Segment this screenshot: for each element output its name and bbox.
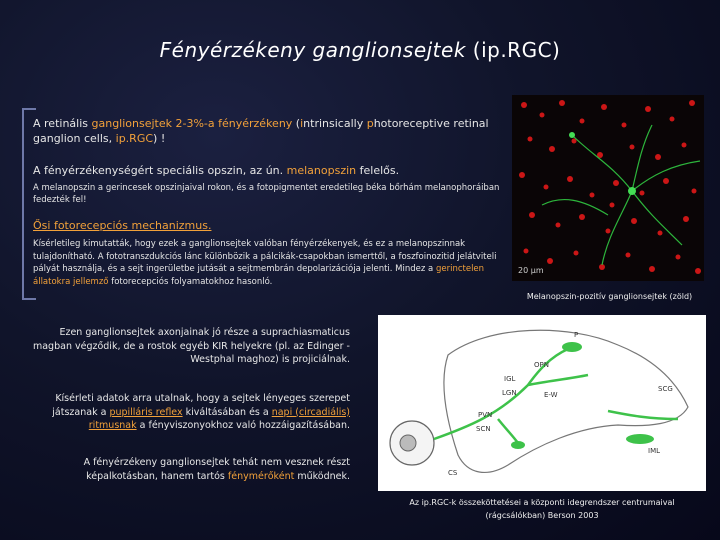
diagram-label: IML [648,447,661,455]
paragraph-light-meter [20,456,350,483]
text: ) ! [153,132,166,145]
text: A fényérzékeny ganglionsejtek tehát nem vesznek részt képalkotásban, hanem tartós [83,457,350,482]
highlight: gerinctelen állatokra jellemző [33,264,485,287]
projection-diagram [378,315,706,491]
text: fotorecepciós folyamatokhoz hasonló. [108,276,273,287]
highlight: napi (circadiális) ritmusnak [88,406,350,431]
micrograph-cells [512,95,704,281]
brain-schematic [378,315,706,491]
title-main: Fényérzékeny ganglionsejtek [159,38,466,62]
paragraph-axons: Ezen ganglionsejtek axonjainak jó része a suprachiasmaticus magban végződik, de a rostok egyéb KIR helyekre (pl. az Edinger -Westphal maghoz) is projiciálnak. [32,327,350,365]
diagram-label: OPN [534,361,549,369]
paragraph-intro [33,116,503,146]
highlight: ganglionsejtek 2-3%-a fényérzékeny [91,117,293,130]
slide-title [0,38,720,62]
paragraph-melanopsin [33,163,503,178]
text: ( [292,117,301,130]
paragraph-melanopsin-detail: A melanopszin a gerincesek opszinjaival rokon, és a fotopigmentet eredetileg béka bőrhám melanophoráiban fedezték fel! [33,183,500,205]
text: A fényérzékenységért speciális opszin, az ún. [33,164,287,177]
text: kiváltásában és a [182,406,272,418]
highlight: melanopszin [286,164,357,177]
diagram-label: IGL [504,375,516,383]
caption-line: (rágcsálókban) Berson 2003 [485,511,599,520]
text: felelős. [356,164,400,177]
diagram-label: P [574,331,579,339]
highlight-letter: i [300,117,304,130]
text: működnek. [294,470,350,482]
micrograph-caption: Melanopszin-pozitív ganglionsejtek (zöld) [526,292,693,301]
caption-line: Az ip.RGC-k összeköttetései a központi idegrendszer centrumaival [409,498,675,507]
highlight: fénymérőként [227,470,295,482]
diagram-label: SCN [476,425,491,433]
diagram-label: SCG [658,385,673,393]
highlight: pupilláris reflex [109,406,183,418]
diagram-label: E-W [544,391,558,399]
title-abbr: (ip.RGC) [472,38,561,62]
text: hotoreceptive retinal ganglion cells, [33,117,489,145]
diagram-caption [378,496,706,522]
paragraph-experimental [33,238,503,288]
text: Kísérleti adatok arra utalnak, hogy a sejtek lényeges szerepet játszanak a [52,393,350,418]
heading-ancient-mechanism: Ősi fotorecepciós mechanizmus. [33,219,212,232]
text: A retinális [33,117,92,130]
diagram-label: PVN [478,411,493,419]
highlight-letter: p [366,117,374,130]
paragraph-pupillary [20,392,350,433]
micrograph-image [512,95,704,281]
text: ntrinsically [303,117,367,130]
highlight-abbr: ip.RGC [115,132,154,145]
text: Kísérletileg kimutatták, hogy ezek a ganglionsejtek valóban fényérzékenyek, és ez a melanopszinnak tulajdonítható. A fototranszdukciós lánc különbözik a pálcikák-csapokban ismerttől, a foszfoinozitid jelátviteli pályát használja, és a sejt ingerületbe jutását a sejtmembrán depolarizációja jelenti. Mindez a [33,239,497,274]
scale-bar-label: 20 µm [518,266,544,275]
diagram-label: CS [448,469,458,477]
text: a fényviszonyokhoz való hozzáigazításában. [136,420,350,431]
diagram-label: LGN [502,389,517,397]
